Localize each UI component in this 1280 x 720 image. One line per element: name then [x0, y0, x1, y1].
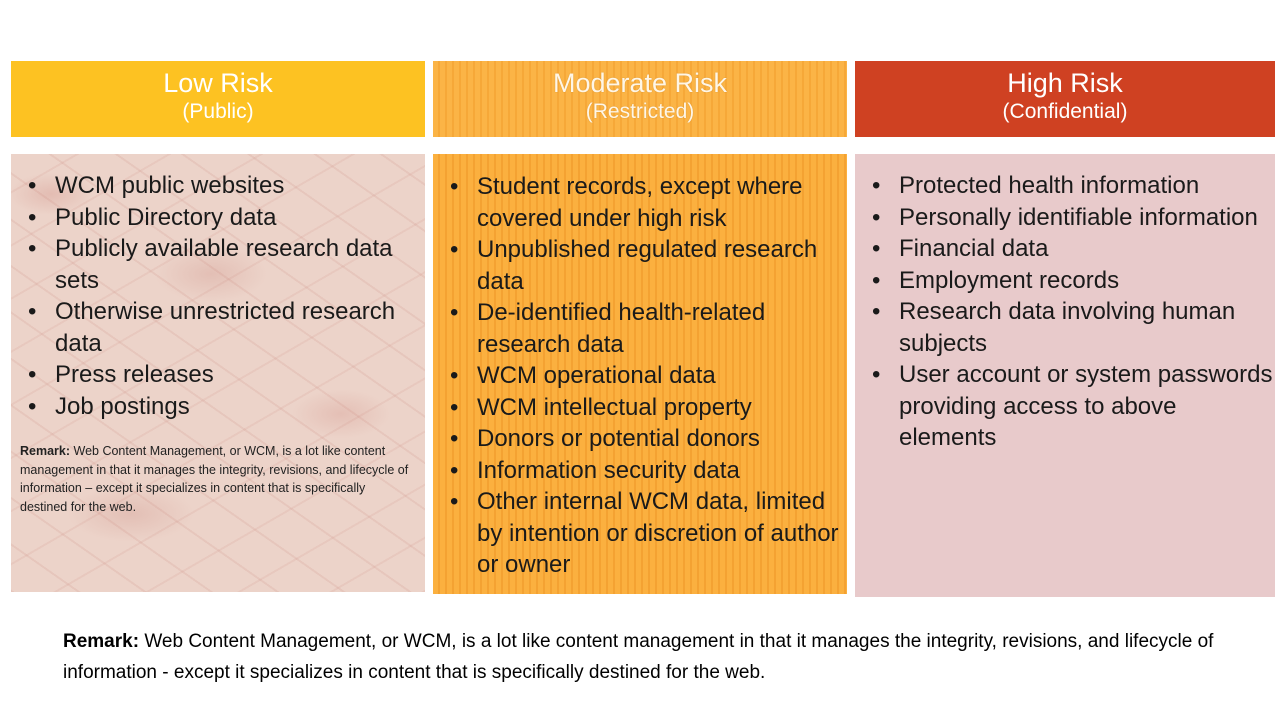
- list-item: • Public Directory data: [28, 203, 277, 231]
- low-risk-title: Low Risk: [163, 68, 273, 98]
- list-item: • Employment records: [872, 266, 1120, 294]
- list-item: • Protected health information: [872, 172, 1200, 199]
- list-item: • Personally identifiable information: [872, 203, 1258, 231]
- list-item: • User account or system passwords providing access to above elements: [872, 361, 1273, 451]
- panel-remark: [20, 442, 416, 516]
- footer-remark-text: Web Content Management, or WCM, is a lot like content management in that it manages the integrity, revisions, and lifecycle of information - except it specializes in content that is specifically destined for the web.: [63, 631, 1214, 683]
- low-risk-panel: [11, 154, 425, 592]
- list-item: • Information security data: [450, 456, 740, 484]
- list-item: • De-identified health-related research data: [450, 299, 766, 358]
- footer-remark: [63, 626, 1243, 688]
- high-risk-list: [855, 154, 1275, 454]
- low-risk-subtitle: (Public): [182, 100, 254, 123]
- list-item: • Financial data: [872, 235, 1049, 262]
- list-item: • Donors or potential donors: [450, 425, 760, 452]
- list-item: • Other internal WCM data, limited by intention or discretion of author or owner: [450, 488, 839, 578]
- high-risk-title: High Risk: [1007, 68, 1123, 98]
- moderate-risk-list: [433, 154, 847, 581]
- high-risk-subtitle: (Confidential): [1002, 100, 1128, 123]
- list-item: • Unpublished regulated research data: [450, 236, 818, 295]
- panel-remark-label: Remark:: [20, 444, 71, 458]
- list-item: • Otherwise unrestricted research data: [28, 298, 396, 357]
- high-risk-header: [855, 61, 1275, 137]
- list-item: • Press releases: [28, 361, 214, 388]
- list-item: • WCM intellectual property: [450, 393, 752, 421]
- low-risk-list: [11, 154, 425, 422]
- high-risk-panel: [855, 154, 1275, 597]
- list-item: • Publicly available research data sets: [28, 235, 393, 294]
- low-risk-header: [11, 61, 425, 137]
- list-item: • Research data involving human subjects: [872, 298, 1236, 357]
- moderate-risk-panel: [433, 154, 847, 594]
- footer-remark-label: Remark:: [63, 631, 140, 652]
- list-item: • Job postings: [28, 392, 190, 420]
- list-item: • WCM public websites: [28, 172, 285, 199]
- panel-remark-text: Web Content Management, or WCM, is a lot like content management in that it manages the integrity, revisions, and lifecycle of information – except it specializes in content that is specifically destined for the web.: [20, 444, 409, 514]
- moderate-risk-header: [433, 61, 847, 137]
- moderate-risk-subtitle: (Restricted): [585, 100, 695, 123]
- moderate-risk-title: Moderate Risk: [552, 68, 728, 98]
- list-item: • WCM operational data: [450, 362, 716, 389]
- list-item: • Student records, except where covered under high risk: [450, 173, 803, 232]
